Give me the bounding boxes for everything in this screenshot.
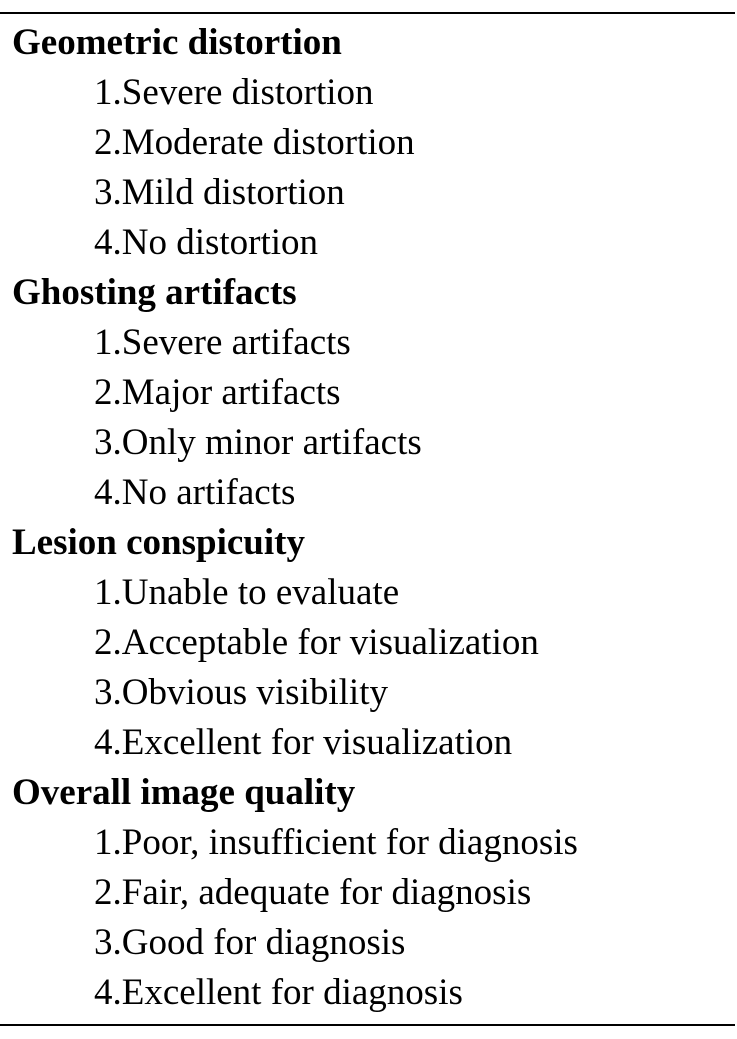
list-item: 2.Acceptable for visualization [94,622,539,663]
scoring-table [0,12,735,1026]
list-item: 3.Only minor artifacts [94,422,422,463]
section-overall-image-quality [0,768,735,1018]
list-item: 4.No artifacts [94,472,296,513]
section-lesion-conspicuity [0,518,735,768]
list-item: 1.Unable to evaluate [94,572,400,613]
section-geometric-distortion [0,18,735,268]
list-item: 2.Moderate distortion [94,122,415,163]
section-heading: Ghosting artifacts [12,272,297,313]
section-ghosting-artifacts [0,268,735,518]
list-item: 4.Excellent for diagnosis [94,972,463,1013]
list-item: 2.Fair, adequate for diagnosis [94,872,532,913]
list-item: 3.Obvious visibility [94,672,388,713]
list-item: 3.Good for diagnosis [94,922,406,963]
list-item: 4.Excellent for visualization [94,722,513,763]
list-item: 4.No distortion [94,222,319,263]
list-item: 1.Poor, insufficient for diagnosis [94,822,578,863]
list-item: 1.Severe artifacts [94,322,351,363]
list-item: 2.Major artifacts [94,372,341,413]
section-heading: Lesion conspicuity [12,522,305,563]
section-heading: Overall image quality [12,772,356,813]
list-item: 3.Mild distortion [94,172,345,213]
section-heading: Geometric distortion [12,22,342,63]
list-item: 1.Severe distortion [94,72,374,113]
